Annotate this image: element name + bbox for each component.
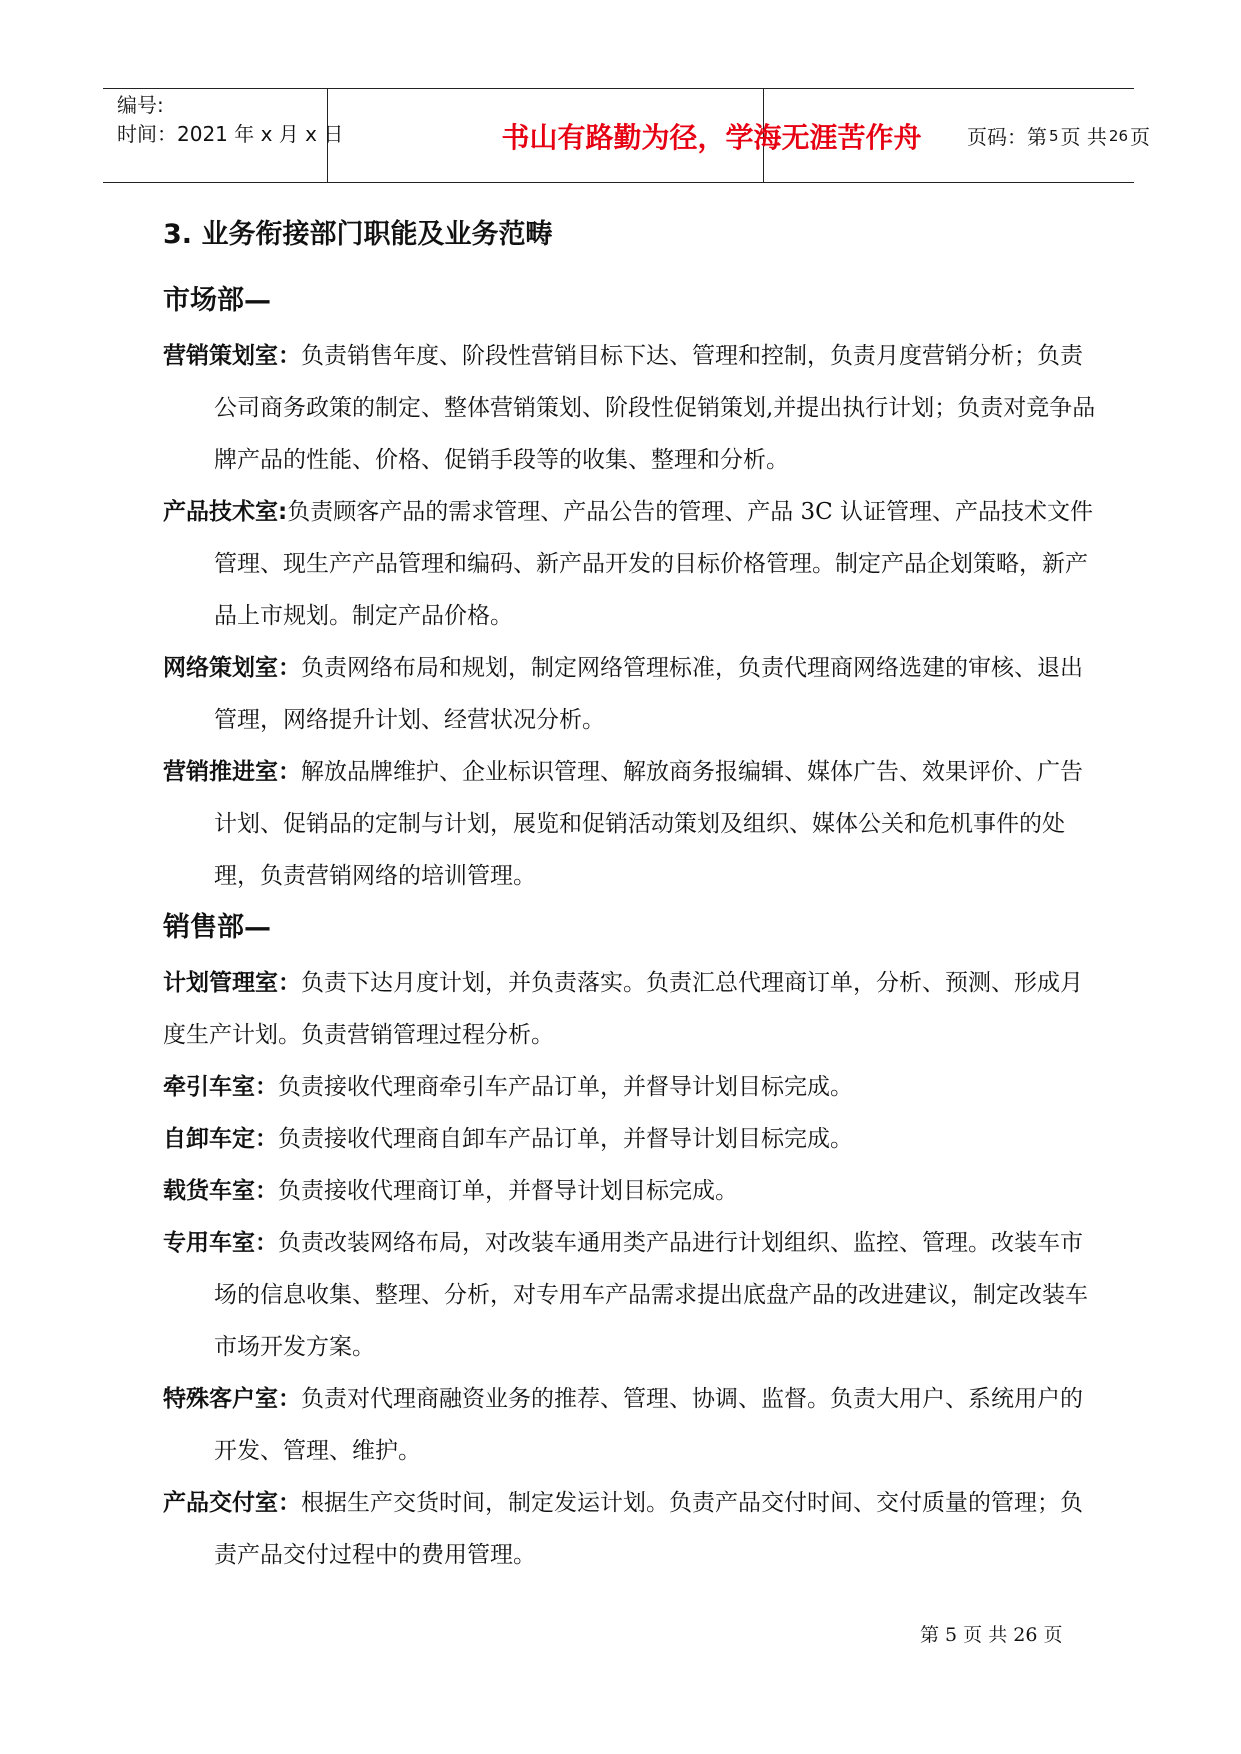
entry-text: 解放品牌维护、企业标识管理、解放商务报编辑、媒体广告、效果评价、广告计划、促销品的定制与计划，展览和促销活动策划及组织、媒体公关和危机事件的处理，负责营销网络的培训管理。 <box>214 759 1083 889</box>
entry-label: 自卸车定： <box>163 1126 278 1152</box>
page-footer: 第 5 页 共 26 页 <box>920 1624 1063 1646</box>
entry-text: 负责接收代理商牵引车产品订单，并督导计划目标完成。 <box>278 1074 853 1100</box>
entry-text: 负责网络布局和规划，制定网络管理标准，负责代理商网络选建的审核、退出管理，网络提升计划、经营状况分析。 <box>214 655 1083 733</box>
entry-marketing-planning <box>163 330 1098 486</box>
entry-product-delivery <box>163 1477 1098 1581</box>
entry-label: 网络策划室： <box>163 655 301 681</box>
entry-label: 专用车室： <box>163 1230 278 1256</box>
entry-text: 负责下达月度计划，并负责落实。负责汇总代理商订单，分析、预测、形成月度生产计划。负责营销管理过程分析。 <box>163 970 1083 1048</box>
entry-label: 牵引车室： <box>163 1074 278 1100</box>
entry-text: 负责改装网络布局，对改装车通用类产品进行计划组织、监控、管理。改装车市场的信息收集、整理、分析，对专用车产品需求提出底盘产品的改进建议，制定改装车市场开发方案。 <box>214 1230 1088 1360</box>
entry-tractor <box>163 1061 1098 1113</box>
entry-plan-management <box>163 957 1098 1061</box>
entry-product-tech <box>163 486 1098 642</box>
entry-text: 根据生产交货时间，制定发运计划。负责产品交付时间、交付质量的管理；负责产品交付过程中的费用管理。 <box>214 1490 1083 1568</box>
entry-network-planning <box>163 642 1098 746</box>
dept-title-market: 市场部— <box>163 285 271 316</box>
entry-label: 特殊客户室： <box>163 1386 301 1412</box>
entry-text: 负责接收代理商订单，并督导计划目标完成。 <box>278 1178 738 1204</box>
entry-label: 载货车室： <box>163 1178 278 1204</box>
entry-dump-truck <box>163 1113 1098 1165</box>
header-motto: 书山有路勤为径，学海无涯苦作舟 <box>501 120 922 154</box>
page-prefix: 页码：第 <box>967 125 1047 149</box>
entry-label: 产品技术室: <box>163 499 288 525</box>
entry-special-customer <box>163 1373 1098 1477</box>
page-mid: 页 共 <box>1060 125 1107 149</box>
entry-label: 产品交付室： <box>163 1490 301 1516</box>
entry-text: 负责顾客产品的需求管理、产品公告的管理、产品 3C 认证管理、产品技术文件管理、现生产产品管理和编码、新产品开发的目标价格管理。制定产品企划策略，新产品上市规划。制定产品价格。 <box>214 499 1094 629</box>
entry-label: 营销推进室： <box>163 759 301 785</box>
page-suffix: 页 <box>1130 125 1150 149</box>
entry-label: 计划管理室： <box>163 970 301 996</box>
entry-text: 负责接收代理商自卸车产品订单，并督导计划目标完成。 <box>278 1126 853 1152</box>
dept-title-sales: 销售部— <box>163 912 271 943</box>
header-page-info <box>967 89 1150 182</box>
entry-text: 负责销售年度、阶段性营销目标下达、管理和控制，负责月度营销分析；负责公司商务政策的制定、整体营销策划、阶段性促销策划,并提出执行计划；负责对竞争品牌产品的性能、价格、促销手段等的收集、整理和分析。 <box>214 343 1096 473</box>
document-body <box>163 212 1098 1581</box>
section-title: 3. 业务衔接部门职能及业务范畴 <box>163 219 553 250</box>
entry-special-vehicle <box>163 1217 1098 1373</box>
entry-marketing-promotion <box>163 746 1098 902</box>
entry-cargo-truck <box>163 1165 1098 1217</box>
header-meta <box>117 91 343 149</box>
page-header <box>103 88 1150 183</box>
serial-label: 编号: <box>117 93 164 117</box>
time-label: 时间：2021 年 x 月 x 日 <box>117 122 344 146</box>
page-total: 26 <box>1108 126 1128 145</box>
page-current: 5 <box>1049 126 1059 145</box>
entry-text: 负责对代理商融资业务的推荐、管理、协调、监督。负责大用户、系统用户的开发、管理、维护。 <box>214 1386 1083 1464</box>
entry-label: 营销策划室： <box>163 343 301 369</box>
